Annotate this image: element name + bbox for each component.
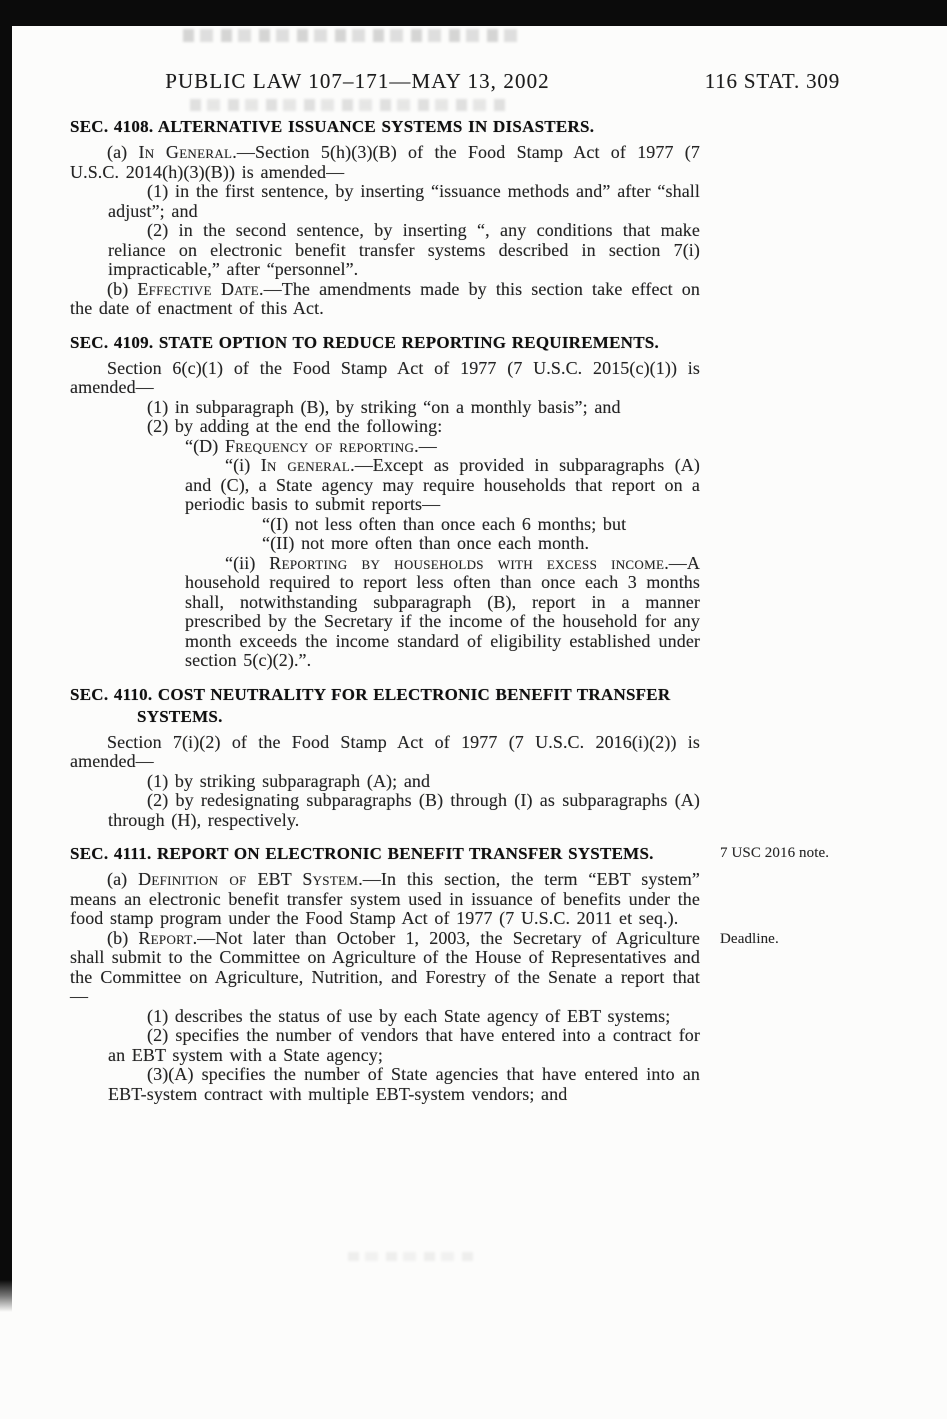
text-run: SEC. 4110. COST NEUTRALITY FOR ELECTRONIC BENEFIT TRANSFER [70,684,671,704]
text-run: SYSTEMS. [137,706,223,726]
text-run: “(ii) [225,552,270,573]
text-run: .—A household required to report less often than once each 3 months shall, notwithstanding subparagraph (B), report in a manner prescribed by the Secretary if the income of the household for any month exceeds the income standard of eligibility established under section 5(c)(2).”. [185,552,700,670]
stat-page-number: 116 STAT. 309 [704,69,840,93]
margin-note: 7 USC 2016 note. [720,845,830,861]
text-run: (3)(A) specifies the number of State agencies that have entered into an EBT-system contract with multiple EBT-system vendors; and [108,1064,700,1104]
text-run: “(D) [185,435,225,456]
text-run: (1) in subparagraph (B), by striking “on a monthly basis”; and [147,396,621,417]
statute-paragraph [70,280,700,319]
statute-paragraph [70,359,700,398]
statute-paragraph [108,1007,700,1027]
statute-paragraph [108,1065,700,1104]
statute-paragraph [108,221,700,280]
text-run: In General [138,142,233,162]
text-run: (2) specifies the number of vendors that have entered into a contract for an EBT system with a State agency; [108,1025,700,1065]
scan-edge-left-bar [0,0,12,1312]
scan-edge-top-bar [0,0,947,26]
statute-paragraph [70,927,779,1007]
text-run: (2) by adding at the end the following: [147,416,443,436]
text-run: .—Not later than October 1, 2003, the Secretary of Agriculture shall submit to the Committee on Agriculture of the House of Representatives and the Committee on Agriculture, Nutrition, and Forestry of the Senate a report that— [70,927,700,1006]
text-run: .—Section 5(h)(3)(B) of the Food Stamp Act of 1977 (7 U.S.C. 2014(h)(3)(B)) is amended— [70,142,700,182]
text-run: Section 6(c)(1) of the Food Stamp Act of 1977 (7 U.S.C. 2015(c)(1)) is amended— [70,357,700,397]
text-run: Effective Date [137,278,260,299]
text-run: Section 7(i)(2) of the Food Stamp Act of 1977 (7 U.S.C. 2016(i)(2)) is amended— [70,731,700,771]
statute-paragraph [225,515,700,535]
text-run: .—In this section, the term “EBT system” means an electronic benefit transfer system used in issuance of benefits under the food stamp program under the Food Stamp Act of 1977 (7 U.S.C. 2011 et seq.). [70,869,700,928]
statute-paragraph [108,791,700,830]
text-run: “(I) not less often than once each 6 months; but [262,513,627,534]
statute-paragraph [185,437,700,457]
text-run: .—Except as provided in subparagraphs (A) and (C), a State agency may require households that report on a periodic basis to submit reports— [185,455,700,514]
text-run: Frequency of reporting [224,435,415,456]
show-through-artifact-top [183,29,518,42]
text-run: SEC. 4109. STATE OPTION TO REDUCE REPORTING REQUIREMENTS. [70,332,659,352]
text-run: (2) in the second sentence, by inserting “, any conditions that make reliance on electronic benefit transfer systems described in section 7(i) impracticable,” after “personnel”. [108,220,700,279]
statute-paragraph [70,870,700,929]
text-run: (1) in the first sentence, by inserting “issuance methods and” after “shall adjust”; and [108,181,700,221]
text-run: “(i) [225,455,261,475]
statute-paragraph [108,182,700,221]
margin-note: Deadline. [720,930,779,947]
text-run: .— [414,435,437,456]
text-run: Definition of [138,869,258,889]
text-run: SEC. 4108. ALTERNATIVE ISSUANCE SYSTEMS IN DISASTERS. [70,117,595,136]
text-run: (1) by striking subparagraph (A); and [147,770,431,791]
text-run: .—The amendments made by this section take effect on the date of enactment of this Act. [70,278,700,318]
statute-paragraph [108,772,700,792]
statute-paragraph [108,398,700,418]
section-heading [70,332,700,354]
section-heading [70,843,830,865]
statute-paragraph [70,733,700,772]
text-run: “(II) not more often than once each month. [262,533,590,553]
text-column [70,116,830,1104]
text-run: (b) [107,278,138,299]
text-run: Reporting by households with excess income [269,552,665,573]
text-run: System [302,869,359,889]
statute-paragraph [225,534,700,554]
section-heading [70,116,700,138]
text-run: EBT [257,869,303,889]
running-header-law-title: PUBLIC LAW 107–171—MAY 13, 2002 [165,69,550,93]
section-heading [70,684,700,728]
show-through-artifact-header [190,99,505,111]
text-run: (a) [107,142,139,162]
statute-paragraph [108,417,700,437]
show-through-artifact-bottom [348,1252,478,1261]
statute-paragraph [185,554,700,671]
text-run: SEC. 4111. REPORT ON ELECTRONIC BENEFIT TRANSFER SYSTEMS. [70,844,654,863]
text-run: (a) [107,869,139,889]
text-run: (2) by redesignating subparagraphs (B) through (I) as subparagraphs (A) through (H), respectively. [108,790,700,830]
statute-paragraph [70,143,700,182]
text-run: Report [138,927,193,948]
statute-paragraph [185,456,700,515]
text-run: In general [260,455,351,475]
text-run: (1) describes the status of use by each State agency of EBT systems; [147,1005,671,1026]
text-run: (b) [107,927,139,948]
statute-paragraph [108,1026,700,1065]
